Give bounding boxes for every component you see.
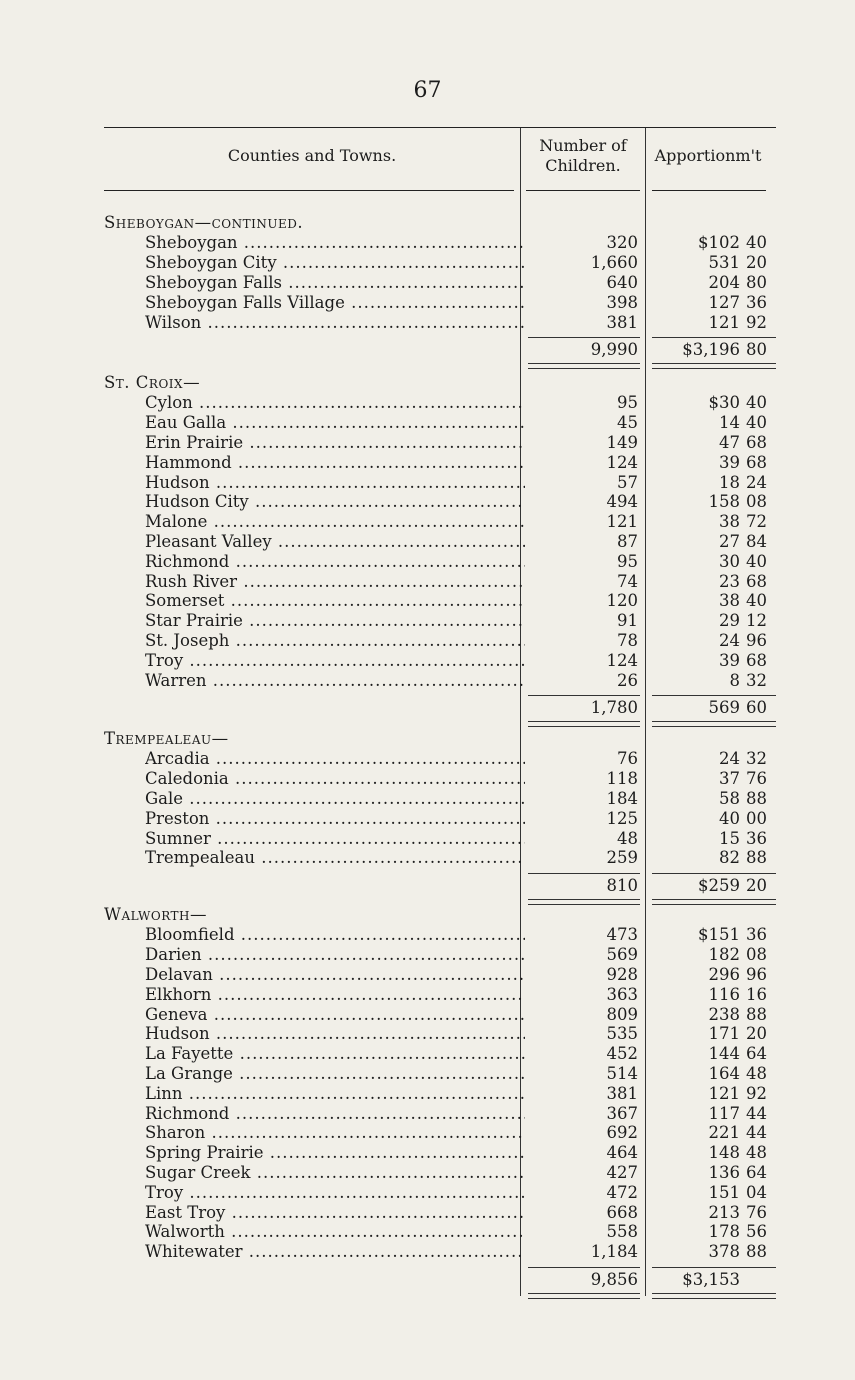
table-row: [0, 749, 855, 769]
children-count: 558: [606, 1222, 638, 1242]
apportionment-cents: 88: [746, 788, 767, 808]
total-double-rule: [528, 1298, 640, 1299]
table-row: [0, 433, 855, 453]
town-name: Hudson .....: [145, 473, 525, 493]
children-count: 259: [606, 848, 638, 868]
apportionment-cents: 40: [746, 393, 767, 413]
town-name: Whitewater .....: [145, 1242, 525, 1262]
children-count: 120: [606, 591, 638, 611]
apportionment-dollars: 18: [719, 472, 740, 492]
apportionment-cents: 36: [746, 292, 767, 312]
children-count: 76: [617, 749, 638, 769]
apportionment-dollars: 164: [708, 1063, 740, 1083]
county-heading: Sheboygan—continued.: [104, 213, 304, 232]
total-double-rule: [652, 726, 776, 727]
town-name: La Grange .....: [145, 1064, 525, 1084]
children-count: 535: [606, 1024, 638, 1044]
children-count: 381: [606, 312, 638, 332]
total-dollars: $3,196: [682, 340, 740, 360]
children-count: 473: [606, 925, 638, 945]
town-name: Sugar Creek .....: [145, 1163, 525, 1183]
apportionment-cents: 40: [746, 591, 767, 611]
town-name: Spring Prairie .....: [145, 1143, 525, 1163]
apportionment-dollars: 58: [719, 788, 740, 808]
apportionment-dollars: 238: [708, 1004, 740, 1024]
total-children: 810: [606, 876, 638, 896]
table-row: [0, 1222, 855, 1242]
children-count: 78: [617, 630, 638, 650]
table-row: [0, 253, 855, 273]
section-total: [0, 1270, 855, 1290]
total-cents: 80: [746, 340, 767, 360]
apportionment-dollars: 171: [708, 1024, 740, 1044]
town-name: Richmond .....: [145, 552, 525, 572]
children-count: 640: [606, 272, 638, 292]
children-count: 124: [606, 650, 638, 670]
town-name: Rush River .....: [145, 572, 525, 592]
apportionment-cents: 72: [746, 512, 767, 532]
total-dollars: 569: [708, 698, 740, 718]
children-count: 125: [606, 808, 638, 828]
children-count: 57: [617, 472, 638, 492]
sum-rule: [528, 695, 640, 696]
town-name: Bloomfield .....: [145, 925, 525, 945]
apportionment-dollars: 38: [719, 512, 740, 532]
total-double-rule: [652, 368, 776, 369]
children-count: 363: [606, 984, 638, 1004]
table-row: [0, 1064, 855, 1084]
table-row: [0, 273, 855, 293]
table-row: [0, 1044, 855, 1064]
children-count: 381: [606, 1083, 638, 1103]
apportionment-dollars: 116: [708, 984, 740, 1004]
town-name: Elkhorn .....: [145, 985, 525, 1005]
total-double-rule: [652, 899, 776, 900]
apportionment-cents: 92: [746, 312, 767, 332]
table-row: [0, 473, 855, 493]
total-double-rule: [528, 363, 640, 364]
apportionment-cents: 32: [746, 670, 767, 690]
children-count: 48: [617, 828, 638, 848]
town-name: Trempealeau .....: [145, 848, 525, 868]
town-name: Hammond .....: [145, 453, 525, 473]
town-name: Wilson .....: [145, 313, 525, 333]
total-children: 9,990: [590, 340, 638, 360]
children-count: 1,660: [590, 253, 638, 273]
table-row: [0, 453, 855, 473]
county-heading: Walworth—: [104, 905, 208, 924]
children-count: 87: [617, 531, 638, 551]
town-name: Linn .....: [145, 1084, 525, 1104]
table-row: [0, 945, 855, 965]
page-number: 67: [413, 78, 442, 103]
sum-rule: [528, 873, 640, 874]
total-cents: 20: [746, 876, 767, 896]
total-double-rule: [528, 1293, 640, 1294]
apportionment-cents: 36: [746, 925, 767, 945]
apportionment-dollars: 213: [708, 1202, 740, 1222]
apportionment-cents: 20: [746, 1024, 767, 1044]
apportionment-dollars: 148: [708, 1143, 740, 1163]
children-count: 74: [617, 571, 638, 591]
town-name: Eau Galla .....: [145, 413, 525, 433]
county-heading: Trempealeau—: [104, 729, 229, 748]
apportionment-dollars: 136: [708, 1162, 740, 1182]
header-bottom-rule: [104, 190, 514, 191]
children-count: 320: [606, 233, 638, 253]
town-name: Gale .....: [145, 789, 525, 809]
apportionment-cents: 96: [746, 630, 767, 650]
table-row: [0, 572, 855, 592]
apportionment-cents: 68: [746, 650, 767, 670]
town-name: Sheboygan Falls .....: [145, 273, 525, 293]
apportionment-cents: 48: [746, 1063, 767, 1083]
children-count: 569: [606, 945, 638, 965]
apportionment-cents: 64: [746, 1044, 767, 1064]
town-name: Walworth .....: [145, 1222, 525, 1242]
town-name: Erin Prairie .....: [145, 433, 525, 453]
total-children: 9,856: [590, 1269, 638, 1289]
table-row: [0, 313, 855, 333]
town-name: Somerset .....: [145, 591, 525, 611]
town-name: Sheboygan Falls Village .....: [145, 293, 525, 313]
apportionment-cents: 40: [746, 551, 767, 571]
apportionment-cents: 04: [746, 1182, 767, 1202]
sum-rule: [652, 337, 776, 338]
apportionment-dollars: 182: [708, 945, 740, 965]
total-double-rule: [528, 904, 640, 905]
town-name: Hudson .....: [145, 1024, 525, 1044]
apportionment-dollars: 14: [719, 413, 740, 433]
sum-rule: [652, 1267, 776, 1268]
column-header-apportionment: Apportionm't: [654, 146, 762, 165]
table-row: [0, 1163, 855, 1183]
town-name: Delavan .....: [145, 965, 525, 985]
table-row: [0, 233, 855, 253]
apportionment-cents: 92: [746, 1083, 767, 1103]
town-name: Sharon .....: [145, 1123, 525, 1143]
total-double-rule: [528, 899, 640, 900]
children-count: 95: [617, 393, 638, 413]
apportionment-dollars: 531: [708, 253, 740, 273]
total-dollars: $3,153: [682, 1269, 740, 1289]
apportionment-cents: 76: [746, 1202, 767, 1222]
apportionment-dollars: 82: [719, 848, 740, 868]
apportionment-cents: 00: [746, 808, 767, 828]
table-row: [0, 848, 855, 868]
children-count: 45: [617, 413, 638, 433]
children-count: 124: [606, 452, 638, 472]
total-double-rule: [528, 721, 640, 722]
town-name: Caledonia .....: [145, 769, 525, 789]
total-double-rule: [652, 363, 776, 364]
apportionment-cents: 68: [746, 571, 767, 591]
table-row: [0, 631, 855, 651]
table-row: [0, 552, 855, 572]
children-count: 464: [606, 1143, 638, 1163]
apportionment-dollars: 121: [708, 312, 740, 332]
apportionment-cents: 88: [746, 1242, 767, 1262]
apportionment-cents: 40: [746, 413, 767, 433]
apportionment-cents: 40: [746, 233, 767, 253]
apportionment-dollars: 178: [708, 1222, 740, 1242]
apportionment-dollars: 30: [719, 551, 740, 571]
total-double-rule: [652, 904, 776, 905]
apportionment-dollars: $151: [698, 925, 740, 945]
apportionment-dollars: 23: [719, 571, 740, 591]
table-row: [0, 611, 855, 631]
apportionment-dollars: $102: [698, 233, 740, 253]
table-row: [0, 293, 855, 313]
sum-rule: [652, 873, 776, 874]
table-row: [0, 789, 855, 809]
apportionment-dollars: 39: [719, 650, 740, 670]
column-header-children-line2: Children.: [545, 156, 621, 175]
apportionment-cents: 56: [746, 1222, 767, 1242]
apportionment-cents: 20: [746, 253, 767, 273]
children-count: 494: [606, 492, 638, 512]
apportionment-dollars: 27: [719, 531, 740, 551]
apportionment-cents: 32: [746, 749, 767, 769]
children-count: 149: [606, 432, 638, 452]
apportionment-dollars: 144: [708, 1044, 740, 1064]
children-count: 472: [606, 1182, 638, 1202]
table-row: [0, 985, 855, 1005]
children-count: 427: [606, 1162, 638, 1182]
table-row: [0, 1242, 855, 1262]
apportionment-cents: 16: [746, 984, 767, 1004]
table-row: [0, 591, 855, 611]
town-name: La Fayette .....: [145, 1044, 525, 1064]
children-count: 452: [606, 1044, 638, 1064]
table-row: [0, 393, 855, 413]
apportionment-dollars: 204: [708, 272, 740, 292]
town-name: Sheboygan City .....: [145, 253, 525, 273]
apportionment-dollars: 378: [708, 1242, 740, 1262]
county-heading: St. Croix—: [104, 373, 201, 392]
apportionment-dollars: 158: [708, 492, 740, 512]
apportionment-dollars: 117: [708, 1103, 740, 1123]
table-row: [0, 925, 855, 945]
apportionment-dollars: 151: [708, 1182, 740, 1202]
children-count: 514: [606, 1063, 638, 1083]
children-count: 692: [606, 1123, 638, 1143]
table-row: [0, 1104, 855, 1124]
children-count: 118: [606, 769, 638, 789]
section-total: [0, 698, 855, 718]
table-row: [0, 1024, 855, 1044]
apportionment-cents: 36: [746, 828, 767, 848]
children-count: 91: [617, 611, 638, 631]
town-name: Sumner .....: [145, 829, 525, 849]
apportionment-cents: 84: [746, 531, 767, 551]
total-double-rule: [528, 368, 640, 369]
apportionment-cents: 08: [746, 945, 767, 965]
town-name: Geneva .....: [145, 1005, 525, 1025]
apportionment-cents: 12: [746, 611, 767, 631]
children-count: 184: [606, 788, 638, 808]
apportionment-dollars: 24: [719, 749, 740, 769]
apportionment-cents: 88: [746, 1004, 767, 1024]
table-row: [0, 809, 855, 829]
town-name: Preston .....: [145, 809, 525, 829]
sum-rule: [528, 1267, 640, 1268]
apportionment-dollars: 296: [708, 964, 740, 984]
table-row: [0, 532, 855, 552]
table-row: [0, 1203, 855, 1223]
apportionment-cents: 44: [746, 1103, 767, 1123]
apportionment-dollars: 47: [719, 432, 740, 452]
town-name: Hudson City .....: [145, 492, 525, 512]
town-name: Malone .....: [145, 512, 525, 532]
table-row: [0, 671, 855, 691]
table-row: [0, 769, 855, 789]
table-row: [0, 965, 855, 985]
table-row: [0, 512, 855, 532]
total-double-rule: [652, 1293, 776, 1294]
column-header-counties: Counties and Towns.: [227, 146, 397, 165]
top-rule: [104, 127, 776, 128]
total-children: 1,780: [590, 698, 638, 718]
total-double-rule: [652, 1298, 776, 1299]
town-name: Richmond .....: [145, 1104, 525, 1124]
sum-rule: [528, 337, 640, 338]
town-name: Star Prairie .....: [145, 611, 525, 631]
children-count: 121: [606, 512, 638, 532]
children-count: 398: [606, 292, 638, 312]
apportionment-dollars: $30: [708, 393, 740, 413]
apportionment-cents: 24: [746, 472, 767, 492]
apportionment-cents: 64: [746, 1162, 767, 1182]
table-row: [0, 651, 855, 671]
table-row: [0, 1123, 855, 1143]
sum-rule: [652, 695, 776, 696]
total-cents: 60: [746, 698, 767, 718]
town-name: Sheboygan .....: [145, 233, 525, 253]
apportionment-dollars: 39: [719, 452, 740, 472]
apportionment-cents: 68: [746, 452, 767, 472]
apportionment-cents: 44: [746, 1123, 767, 1143]
section-total: [0, 340, 855, 360]
town-name: East Troy .....: [145, 1203, 525, 1223]
children-count: 95: [617, 551, 638, 571]
apportionment-dollars: 221: [708, 1123, 740, 1143]
town-name: Warren .....: [145, 671, 525, 691]
table-row: [0, 829, 855, 849]
apportionment-cents: 08: [746, 492, 767, 512]
section-total: [0, 876, 855, 896]
town-name: Arcadia .....: [145, 749, 525, 769]
apportionment-dollars: 121: [708, 1083, 740, 1103]
table-row: [0, 1005, 855, 1025]
apportionment-cents: 96: [746, 964, 767, 984]
column-header-children-line1: Number of: [539, 136, 627, 155]
apportionment-cents: 80: [746, 272, 767, 292]
apportionment-cents: 68: [746, 432, 767, 452]
total-double-rule: [528, 726, 640, 727]
apportionment-dollars: 8: [729, 670, 740, 690]
table-row: [0, 1143, 855, 1163]
header-bottom-rule-children: [526, 190, 640, 191]
children-count: 668: [606, 1202, 638, 1222]
children-count: 26: [617, 670, 638, 690]
apportionment-dollars: 40: [719, 808, 740, 828]
apportionment-dollars: 38: [719, 591, 740, 611]
apportionment-dollars: 127: [708, 292, 740, 312]
apportionment-dollars: 37: [719, 769, 740, 789]
table-row: [0, 492, 855, 512]
table-row: [0, 413, 855, 433]
apportionment-dollars: 24: [719, 630, 740, 650]
apportionment-cents: 88: [746, 848, 767, 868]
children-count: 1,184: [590, 1242, 638, 1262]
town-name: Troy .....: [145, 651, 525, 671]
apportionment-dollars: 29: [719, 611, 740, 631]
table-row: [0, 1084, 855, 1104]
town-name: Troy .....: [145, 1183, 525, 1203]
apportionment-dollars: 15: [719, 828, 740, 848]
table-row: [0, 1183, 855, 1203]
total-dollars: $259: [698, 876, 740, 896]
apportionment-cents: 48: [746, 1143, 767, 1163]
town-name: Darien .....: [145, 945, 525, 965]
apportionment-cents: 76: [746, 769, 767, 789]
header-bottom-rule-apportionment: [652, 190, 766, 191]
town-name: Cylon .....: [145, 393, 525, 413]
children-count: 928: [606, 964, 638, 984]
children-count: 367: [606, 1103, 638, 1123]
town-name: Pleasant Valley .....: [145, 532, 525, 552]
total-double-rule: [652, 721, 776, 722]
town-name: St. Joseph .....: [145, 631, 525, 651]
children-count: 809: [606, 1004, 638, 1024]
